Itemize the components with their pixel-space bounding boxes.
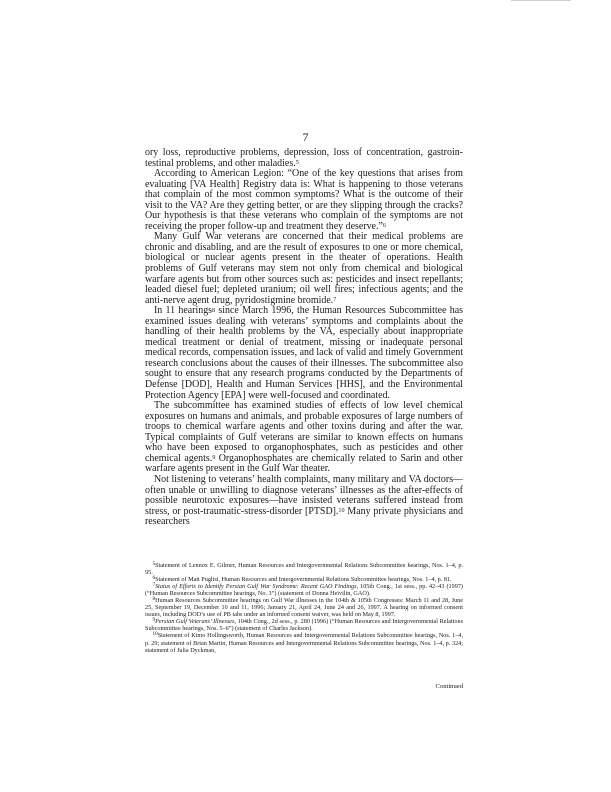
footnote-text: Statement of Matt Puglisi, Human Resources and Intergovernmental Relations Subcommittee hearings, Nos. 1–4, p. 81. [155,576,452,584]
footnote-9 [145,618,463,632]
footnote-ref-10: 10 [338,507,345,514]
paragraph-6-lead: Not listening to veterans’ health complaints, many military and VA doctors—often unable or unwilling to diagnose veterans’ illnesses as the after-effects of possible neurotoxic exposures—have insisted veterans suffered instead from stress, or post-traumatic-stress-disorder [PTSD]. [145,473,463,517]
footnote-ref-7: 7 [333,297,337,304]
footnote-5 [145,562,463,576]
footnote-title: Persian Gulf Veterans’ Illnesses [155,618,235,626]
paragraph-4-lead: In 11 hearings [153,305,213,317]
footnote-number: 10 [152,631,158,638]
paragraph-5-lead: The subcommittee has examined studies of effects of low level chemical exposures on humans and animals, and probable exposures of large numbers of troops to chemical warfare agents and other toxins during and after the war. Typical complaints of Gulf veterans are similar to known effects on humans who have been exposed to organophosphates, such as pesticides and other chemical agents. [145,400,463,464]
footnote-number: 7 [152,582,156,589]
paragraph-3 [145,232,463,306]
paragraph-6-text: Many private physicians and researchers [145,505,463,528]
top-edge-rule [511,0,571,1]
paragraph-4-text: since March 1996, the Human Resources Subcommittee has examined issues dealing with veterans’ symptoms and complaints about the handling of their health problems by the VA, especially about inappropriate medical treatment or denial of treatment, missing or inadequate personal medical records, compensation issues, and lack of valid and timely Government research conclusions about the causes of their illnesses. The subcommittee also sought to ensure that any research programs conducted by the Departments of Defense [DOD], Health and Human Services [HHS], and the Environmental Protection Agency [EPA] were well-focused and coordinated. [145,305,464,401]
footnote-ref-8: 8 [212,307,216,314]
footnote-number: 9 [152,617,156,624]
paragraph-5 [145,401,463,475]
continued-label: Continued [435,683,463,690]
paragraph-2 [145,169,463,232]
footnote-number: 8 [152,596,156,603]
paragraph-1-text: ory loss, reproductive problems, depression, loss of concentration, gastroin-testinal problems, and other maladies. [145,147,463,169]
footnote-text: Human Resources Subcommittee hearings on Gulf War illnesses in the 104th & 105th Congresses: March 11 and 28, June 25, September 19, December 10 and 11, 1996; January 21, April 24, June 24 and 26, 1997. A hearing on informed consent issues, including DOD’s use of PB tabs under an informed consent waiver, was held on May 8, 1997. [145,597,463,619]
footnote-7 [145,583,463,597]
footnote-number: 6 [152,575,156,582]
footnote-text: Statement of Kimo Hollingsworth, Human Resources and Intergovernmental Relations Subcommittee hearings, Nos. 1–4, p. 29; statement of Brian Martin, Human Resources and Intergovernmental Relations Subcommittee hearings, Nos. 1–4, p. 324; statement of Julia Dyckman, [145,632,463,654]
footnote-text: , 104th Cong., 2d sess., p. 280 (1996) (“Human Resources and Intergovernmental Relations Subcommittee hearings, Nos. 5–6”) (statement of Charles Jackson). [145,618,463,633]
page-number: 7 [302,132,309,144]
body-text [145,148,463,528]
footnote-ref-5: 5 [295,159,299,166]
footnote-text: Statement of Lennox E. Gilmer, Human Resources and Intergovernmental Relations Subcommittee hearings, Nos. 1–4, p. 95. [145,562,463,577]
footnote-6 [145,576,463,583]
footnotes [145,562,463,654]
footnote-number: 5 [152,560,156,567]
footnote-title: Status of Efforts to Identify Persian Gulf War Syndrome: Recent GAO Findings [155,583,357,591]
footnote-10 [145,632,463,653]
footnote-8 [145,597,463,618]
footnote-ref-6: 6 [382,223,386,230]
paragraph-3-text: Many Gulf War veterans are concerned that their medical problems are chronic and disabling, and are the result of exposures to one or more chemical, biological or nuclear agents present in the theater of operations. Health problems of Gulf veterans may stem not only from chemical and biological warfare agents but from other sources such as: pesticides and insect repellants; leaded diesel fuel; depleted uranium; oil well fires; infectious agents; and the anti-nerve agent drug, pyridostigmine bromide. [145,231,463,306]
paragraph-6 [145,475,463,528]
paragraph-1 [145,148,463,169]
paragraph-5-text: Organophosphates are chemically related to Sarin and other warfare agents present in the Gulf War theater. [145,452,463,475]
paragraph-2-text: According to American Legion: “One of the key questions that arises from evaluating [VA Health] Registry data is: What is happening to those veterans that complain of the most common symptoms? What is the outcome of their visit to the VA? Are they getting better, or are they slipping through the cracks? Our hypothesis is that these veterans who complain of the symptoms are not receiving the proper follow-up and treatment they deserve.” [145,168,463,232]
footnote-ref-9: 9 [212,455,216,462]
footnote-text: , 105th Cong., 1st sess., pp. 42–43 (1997) (“Human Resources Subcommittee hearings, No. 3”) (statement of Donna Heivilin, GAO). [145,583,463,598]
paragraph-4 [145,306,463,401]
